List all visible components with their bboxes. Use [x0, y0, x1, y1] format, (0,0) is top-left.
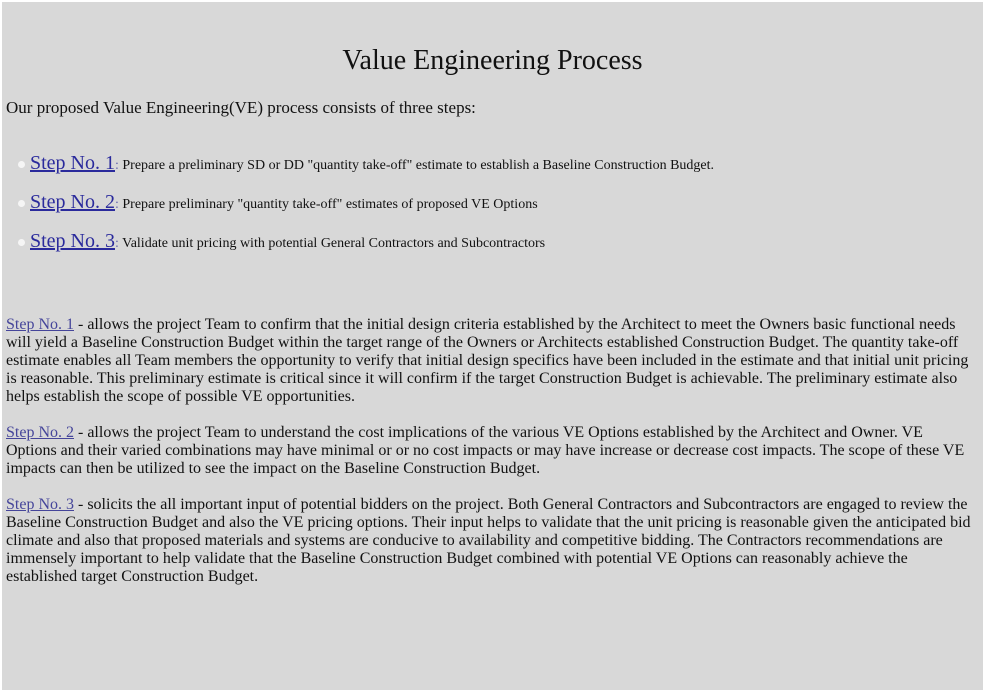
- step-3-paragraph-text: - solicits the all important input of potential bidders on the project. Both General Contractors and Subcontractors are engaged to review the Baseline Construction Budget and also the VE pricing options. Their input helps to validate that the unit pricing is reasonable given the anticipated bid climate and also that proposed materials and systems are conducive to availability and competitive bidding. The Contractors recommendations are immensely important to help validate that the Baseline Construction Budget combined with potential VE Options can reasonably achieve the established target Construction Budget.: [6, 496, 971, 585]
- bullet-icon: [18, 200, 25, 207]
- bullet-icon: [18, 239, 25, 246]
- step-2-link[interactable]: Step No. 2: [30, 191, 115, 213]
- step-2-paragraph: [6, 424, 972, 478]
- page: [2, 2, 983, 690]
- step-2-paragraph-link[interactable]: Step No. 2: [6, 424, 74, 441]
- intro-text: Our proposed Value Engineering(VE) process consists of three steps:: [6, 98, 476, 117]
- step-1-link[interactable]: Step No. 1: [30, 152, 115, 174]
- list-item-step-3: [2, 228, 714, 267]
- step-3-description: Validate unit pricing with potential General Contractors and Subcontractors: [118, 236, 546, 251]
- step-3-link[interactable]: Step No. 3: [30, 230, 115, 252]
- list-item-step-2: [2, 189, 714, 228]
- step-1-paragraph-text: - allows the project Team to confirm that the initial design criteria established by the Architect to meet the Owners basic functional needs will yield a Baseline Construction Budget within the target range of the Owners or Architects established Construction Budget. The quantity take-off estimate enables all Team members the opportunity to verify that initial design specifics have been included in the estimate and that initial unit pricing is reasonable. This preliminary estimate is critical since it will confirm if the target Construction Budget is achievable. The preliminary estimate also helps establish the scope of possible VE opportunities.: [6, 316, 969, 405]
- step-3-paragraph: [6, 496, 972, 586]
- step-3-separator: :: [115, 236, 119, 251]
- bullet-icon: [18, 161, 25, 168]
- step-1-paragraph-link[interactable]: Step No. 1: [6, 316, 74, 333]
- step-2-description: Prepare preliminary "quantity take-off" estimates of proposed VE Options: [118, 197, 538, 212]
- step-1-separator: :: [115, 158, 119, 173]
- step-2-paragraph-text: - allows the project Team to understand the cost implications of the various VE Options established by the Architect and Owner. VE Options and their varied combinations may have minimal or or no cost impacts or may have increase or decrease cost impacts. The scope of these VE impacts can then be utilized to see the impact on the Baseline Construction Budget.: [6, 424, 965, 477]
- page-title: Value Engineering Process: [342, 45, 643, 76]
- step-3-paragraph-link[interactable]: Step No. 3: [6, 496, 74, 513]
- step-2-separator: :: [115, 197, 119, 212]
- list-item-step-1: [2, 150, 714, 189]
- step-1-description: Prepare a preliminary SD or DD "quantity take-off" estimate to establish a Baseline Construction Budget.: [118, 158, 715, 173]
- step-1-paragraph: [6, 316, 972, 406]
- steps-list: [2, 150, 714, 267]
